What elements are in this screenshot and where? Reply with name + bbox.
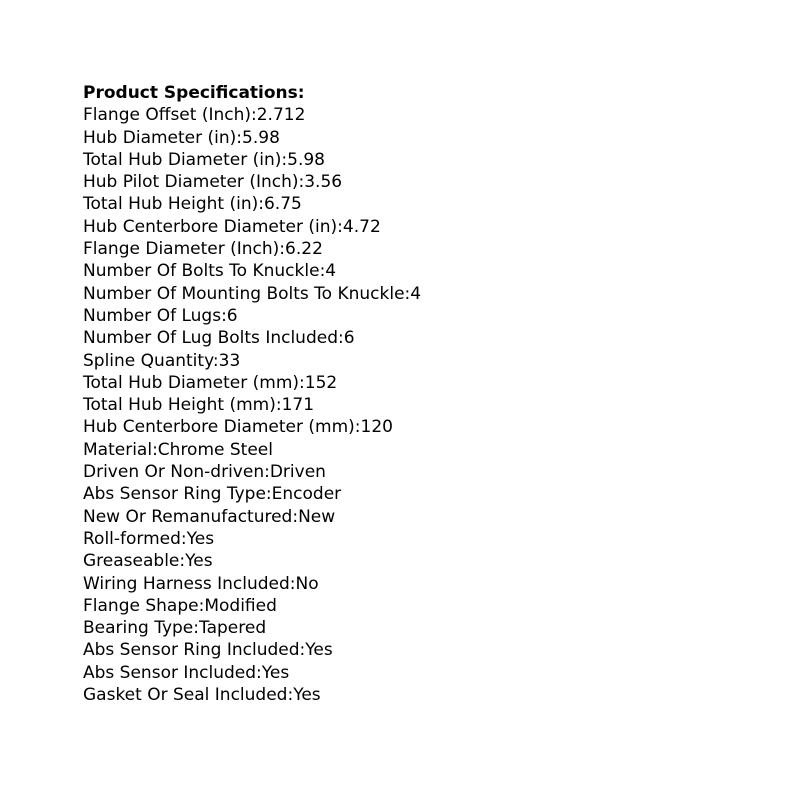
spec-value: 6 (343, 328, 355, 349)
spec-separator: : (299, 372, 305, 393)
spec-label: Flange Shape (83, 595, 199, 616)
spec-value: Driven (269, 462, 326, 483)
spec-separator: : (319, 261, 326, 282)
spec-value: 152 (304, 372, 338, 393)
spec-value: 33 (218, 350, 241, 371)
spec-line (83, 483, 783, 505)
spec-label: Number Of Lug Bolts Included (83, 328, 338, 349)
spec-value: Yes (185, 551, 213, 572)
spec-value: 4.72 (342, 216, 381, 237)
spec-value: 6 (226, 305, 238, 326)
spec-heading: Product Specifications: (83, 83, 305, 103)
spec-separator: : (338, 328, 344, 349)
spec-line (83, 283, 783, 305)
spec-separator: : (258, 194, 264, 215)
spec-separator: : (289, 573, 296, 594)
spec-separator: : (212, 350, 219, 371)
spec-value: New (298, 506, 336, 527)
spec-label: Number Of Bolts To Knuckle (83, 261, 320, 282)
spec-value: 4 (410, 283, 422, 304)
spec-line (83, 372, 783, 394)
spec-line (83, 193, 783, 215)
spec-label: Abs Sensor Ring Included (83, 640, 300, 661)
spec-label: Wiring Harness Included (83, 573, 290, 594)
spec-label: Spline Quantity (83, 350, 213, 371)
spec-label: Number Of Lugs (83, 305, 222, 326)
spec-line (83, 506, 783, 528)
spec-line (83, 394, 783, 416)
spec-label: Gasket Or Seal Included (83, 685, 288, 706)
spec-list (83, 104, 783, 706)
spec-line (83, 238, 783, 260)
spec-line (83, 550, 783, 572)
product-specifications (83, 82, 783, 706)
spec-value: 6.22 (285, 239, 323, 260)
spec-separator: : (198, 595, 205, 616)
spec-value: Encoder (271, 484, 342, 505)
spec-value: 3.56 (304, 172, 343, 193)
spec-label: Greaseable (83, 551, 180, 572)
spec-separator: : (236, 127, 243, 148)
spec-label: Driven Or Non-driven (83, 462, 265, 483)
spec-separator: : (251, 105, 257, 126)
spec-value: Yes (186, 528, 215, 549)
spec-separator: : (299, 640, 306, 661)
spec-separator: : (337, 216, 343, 237)
spec-label: Abs Sensor Included (83, 662, 257, 683)
spec-separator: : (256, 662, 262, 683)
spec-value: No (295, 573, 319, 594)
spec-separator: : (287, 685, 294, 706)
spec-label: Bearing Type (83, 618, 194, 639)
spec-separator: : (404, 283, 411, 304)
spec-line (83, 327, 783, 349)
spec-value: 6.75 (263, 194, 302, 215)
spec-line (83, 662, 783, 684)
spec-separator: : (179, 551, 186, 572)
spec-line (83, 461, 783, 483)
spec-line (83, 639, 783, 661)
spec-label: Abs Sensor Ring Type (83, 484, 266, 505)
spec-label: Hub Centerbore Diameter (mm) (83, 417, 355, 438)
spec-label: Flange Offset (Inch) (83, 105, 251, 126)
spec-line (83, 305, 783, 327)
spec-separator: : (292, 506, 299, 527)
spec-label: Total Hub Diameter (mm) (83, 372, 300, 393)
spec-separator: : (193, 618, 200, 639)
spec-value: Tapered (199, 618, 267, 639)
spec-line (83, 684, 783, 706)
spec-line (83, 439, 783, 461)
spec-line (83, 260, 783, 282)
spec-label: Hub Pilot Diameter (Inch) (83, 172, 299, 193)
spec-value: Modified (204, 595, 277, 616)
spec-value: 5.98 (287, 149, 325, 170)
spec-separator: : (279, 239, 286, 260)
spec-label: Material (83, 439, 153, 460)
spec-separator: : (152, 439, 158, 460)
spec-line (83, 528, 783, 550)
spec-value: 2.712 (256, 105, 306, 126)
spec-line (83, 149, 783, 171)
spec-label: Total Hub Diameter (in) (83, 149, 282, 170)
spec-line (83, 595, 783, 617)
spec-value: 5.98 (242, 127, 280, 148)
spec-line (83, 573, 783, 595)
spec-separator: : (281, 149, 288, 170)
spec-separator: : (180, 528, 187, 549)
spec-line (83, 350, 783, 372)
spec-label: Number Of Mounting Bolts To Knuckle (83, 283, 405, 304)
spec-line (83, 127, 783, 149)
spec-label: Total Hub Height (in) (83, 194, 259, 215)
spec-label: Total Hub Height (mm) (83, 395, 276, 416)
spec-value: Yes (293, 685, 321, 706)
spec-line (83, 617, 783, 639)
spec-line (83, 171, 783, 193)
spec-separator: : (264, 462, 270, 483)
spec-separator: : (265, 484, 272, 505)
spec-separator: : (275, 395, 282, 416)
spec-label: Hub Centerbore Diameter (in) (83, 216, 338, 237)
spec-value: Yes (305, 640, 333, 661)
spec-value: 4 (325, 261, 337, 282)
spec-label: Roll-formed (83, 528, 181, 549)
spec-line (83, 104, 783, 126)
spec-separator: : (298, 172, 305, 193)
spec-value: 120 (360, 417, 393, 438)
spec-separator: : (354, 417, 361, 438)
spec-label: New Or Remanufactured (83, 506, 293, 527)
spec-value: Chrome Steel (157, 439, 273, 460)
spec-value: 171 (281, 395, 315, 416)
spec-label: Hub Diameter (in) (83, 127, 237, 148)
spec-separator: : (221, 305, 227, 326)
spec-line (83, 216, 783, 238)
spec-line (83, 416, 783, 438)
spec-value: Yes (261, 662, 290, 683)
spec-label: Flange Diameter (Inch) (83, 239, 280, 260)
